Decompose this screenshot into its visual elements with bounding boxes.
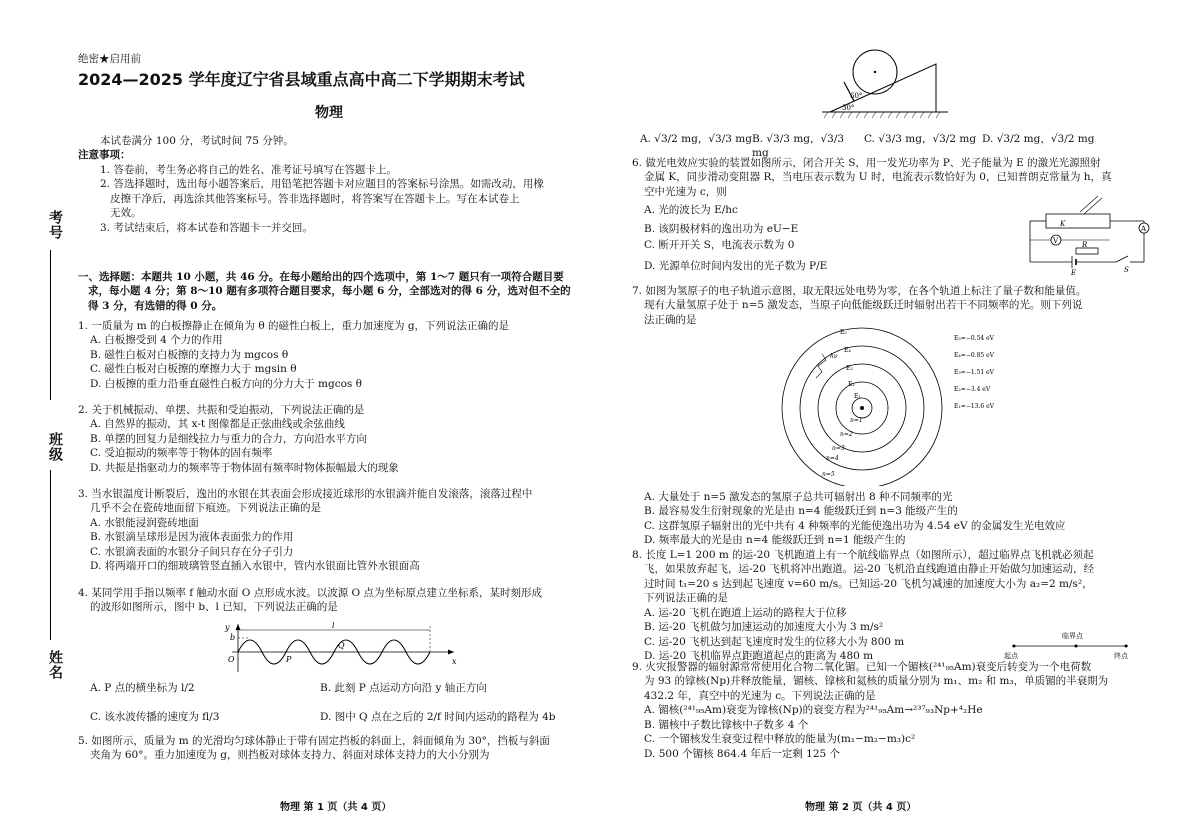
question-stem: 9. 火灾报警器的辐射源常常使用化合物二氧化镅。已知一个镅核(²⁴¹₉₅Am)衰变后转变为一个电荷数 [632,661,1092,673]
end-point [1125,645,1128,648]
question-stem: 法正确的是 [644,313,697,326]
option-d: D. 白板擦的重力沿垂直磁性白板方向的分力大于 mgcos θ [90,377,362,390]
question-3 [78,487,578,574]
label-l: l [332,622,335,630]
question-stem: 4. 某同学用手指以频率 f 触动水面 O 点形成水波。以波源 O 点为坐标原点建立坐标系，某时刻形成 [78,587,542,599]
notes-heading: 注意事项： [78,149,131,162]
hydrogen-orbit-figure [778,326,1038,486]
battery-label: E [1071,269,1077,276]
page-2-footer: 物理 第 2 页（共 4 页） [805,802,917,813]
question-stem: 现有大量氢原子处于 n=5 激发态，当原子向低能级跃迁时辐射出若干不同频率的光。则下列说 [644,299,1083,312]
option-d: D. 光源单位时间内发出的光子数为 P/E [644,259,828,272]
option-c: C. 一个镅核发生衰变过程中释放的能量为(m₁−m₂−m₃)c² [644,733,916,746]
label-x: x [452,657,457,666]
energy-level: E₁=−13.6 eV [954,403,994,410]
option-b: B. √3/3 mg，√3/3 mg [752,133,845,160]
ground-hatch [824,112,940,118]
energy-level: E₂=−3.4 eV [954,386,991,393]
incline-ball-figure [820,46,960,122]
exam-instructions [78,134,578,235]
phototube [1046,214,1110,228]
note-line: 皮擦干净后，再选涂其他答案标号。答非选择题时，将答案写在答题卡上。写在本试卷上 [110,192,520,205]
subject-title: 物理 [315,105,343,121]
question-7-stem [632,284,1162,327]
option-c: C. 磁性白板对白板擦的摩擦力大于 mgsin θ [90,363,297,376]
wave-figure [222,622,462,674]
section-1-line: 求，每小题 4 分；第 8～10 题有多项符合题目要求，每小题 6 分，全部选对的得 6 分，选对但不全的 [88,285,571,298]
option-a: A. 光的波长为 E/hc [644,204,738,217]
label-q: Q [338,641,345,650]
option-d: D. 运-20 飞机临界点距跑道起点的距离为 480 m [644,650,874,663]
label-o: O [228,655,235,664]
energy-level: E₅=−0.54 eV [954,335,994,342]
option-d: D. 共振是指驱动力的频率等于物体固有频率时物体振幅最大的现象 [90,461,399,474]
section-1-line: 得 3 分，有选错的得 0 分。 [88,299,223,312]
option-c: C. 这群氢原子辐射出的光中共有 4 种频率的光能使逸出功为 4.54 eV 的金属发生光电效应 [644,519,1066,532]
orbit-n-label: n=5 [822,471,835,478]
question-stem: 3. 当水银温度计断裂后，逸出的水银在其表面会形成接近球形的水银滴并能自发滚落，滚落过程中 [78,488,533,500]
side-label-class: 班级 [47,432,63,462]
exam-info: 本试卷满分 100 分，考试时间 75 分钟。 [100,135,294,147]
question-9 [632,660,1167,761]
critical-point-label: 临界点 [1062,632,1083,640]
question-stem: 6. 做光电效应实验的装置如图所示，闭合开关 S，用一发光功率为 P、光子能量为 E 的激光光源照射 [632,157,1101,169]
runway-figure [1000,628,1140,662]
question-stem: 夹角为 60°。重力加速度为 g，则挡板对球体支持力、斜面对球体支持力的大小分别为 [90,749,490,762]
question-1 [78,319,578,391]
option-a: A. 大量处于 n=5 激发态的氢原子总共可辐射出 8 种不同频率的光 [644,491,953,503]
option-b: B. 水银滴呈球形是因为液体表面张力的作用 [90,531,294,544]
option-c: C. 受迫振动的频率等于物体的固有频率 [90,447,273,460]
option-b: B. 运-20 飞机做匀加速运动的加速度大小为 3 m/s² [644,621,884,634]
section-1-header [78,270,578,313]
switch-label: S [1124,266,1129,274]
nucleus [860,406,864,410]
option-c: C. 断开开关 S，电流表示数为 0 [644,239,795,252]
question-stem: 飞，如果放弃起飞，运-20 飞机将冲出跑道。运-20 飞机沿直线跑道由静止开始做匀加速运动，经 [644,563,1094,576]
q4-option-c: C. 该水波传播的速度为 fl/3 [90,711,220,723]
orbit-energy-label: E₂ [848,381,855,388]
end-point-label: 终点 [1114,652,1128,660]
option-a: A. 运-20 飞机在跑道上运动的路程大于位移 [644,606,847,619]
label-b: b [230,633,236,642]
side-label-exam-number: 考号 [47,210,63,240]
question-stem: 的波形如图所示，图中 b、l 已知，下列说法正确的是 [90,601,338,614]
secret-mark: 绝密★启用前 [78,53,141,65]
voltmeter-label: V [1053,237,1059,245]
label-y: y [225,623,230,632]
option-d: D. 500 个镅核 864.4 年后一定剩 125 个 [644,747,841,760]
option-d: D. 频率最大的光是由 n=4 能级跃迁到 n=1 能级产生的 [644,534,906,547]
question-stem: 金属 K，同步滑动变阻器 R，当电压表示数为 U 时，电流表示数恰好为 0，已知普朗克常量为 h，真 [644,171,1112,184]
question-stem: 下列说法正确的是 [644,592,728,605]
option-a: A. 水银能浸润瓷砖地面 [90,516,199,529]
x-axis-arrow [448,650,454,655]
photon-wave [816,354,826,378]
y-axis-arrow [236,624,241,630]
angle-30-label: 30° [842,104,855,112]
option-d: D. √3/2 mg，√3/2 mg [982,133,1095,145]
option-b: B. 最容易发生衍射现象的光是由 n=4 能级跃迁到 n=3 能级产生的 [644,505,958,518]
option-b: B. 单摆的回复力是细线拉力与重力的合力，方向沿水平方向 [90,432,367,445]
ball-center [874,71,876,73]
orbit-energy-label: E₄ [844,347,851,354]
option-a: A. √3/2 mg，√3/3 mg [640,133,752,145]
side-line-2 [50,470,51,640]
q4-option-d: D. 图中 Q 点在之后的 2/f 时间内运动的路程为 4b [320,711,556,723]
option-c: C. 水银滴表面的水银分子间只存在分子引力 [90,545,294,558]
question-stem: 5. 如图所示，质量为 m 的光滑均匀球体静止于带有固定挡板的斜面上，斜面倾角为 30°，挡板与斜面 [78,735,550,747]
option-b: B. 镅核中子数比镎核中子数多 4 个 [644,718,809,731]
angle-60-label: 60° [850,92,863,100]
option-b: B. 该阴极材料的逸出功为 eU−E [644,222,799,235]
photoelectric-circuit-figure [1020,192,1156,276]
cathode-label: K [1060,220,1066,228]
question-stem: 1. 一质量为 m 的白板擦静止在倾角为 θ 的磁性白板上，重力加速度为 g，下列说法正确的是 [78,320,510,332]
ammeter-label: A [1141,225,1147,233]
option-a: A. 镅核(²⁴¹₉₅Am)衰变为镎核(Np)的衰变方程为²⁴¹₉₅Am→²³⁷₉₃Np+⁴₂He [644,704,983,717]
question-stem: 2. 关于机械振动、单摆、共振和受迫振动，下列说法正确的是 [78,404,365,416]
note-line: 无效。 [110,207,142,220]
question-2 [78,403,578,475]
rheostat-label: R [1082,241,1088,249]
label-p: P [286,655,292,664]
orbit-n-label: n=2 [840,431,853,438]
q4-option-b: B. 此刻 P 点运动方向沿 y 轴正方向 [320,682,487,694]
question-5-stem [78,734,578,763]
energy-level: E₄=−0.85 eV [954,352,994,359]
option-c: C. √3/3 mg，√3/2 mg [864,133,977,145]
section-1-line: 一、选择题：本题共 10 小题，共 46 分。在每小题给出的四个选项中，第 1～7 题只有一项符合题目要 [78,271,564,283]
photon-label: hν [830,353,838,360]
note-line: 1. 答卷前，考生务必将自己的姓名、准考证号填写在答题卡上。 [100,163,397,176]
option-a: A. 白板擦受到 4 个力的作用 [90,334,223,347]
question-stem: 过时间 t₁=20 s 达到起飞速度 v=60 m/s。已知运-20 飞机匀减速的加速度大小为 a₂=2 m/s²， [644,577,1093,590]
question-stem: 8. 长度 L=1 200 m 的运-20 飞机跑道上有一个航线临界点（如图所示），超过临界点飞机就必须起 [632,549,1094,561]
question-stem: 几乎不会在瓷砖地面留下痕迹。下列说法正确的是 [90,502,321,515]
page-1-footer: 物理 第 1 页（共 4 页） [280,802,392,813]
orbit-energy-label: E₁ [854,393,861,400]
start-point [1013,645,1016,648]
option-d: D. 将两端开口的细玻璃管竖直插入水银中，管内水银面比管外水银面高 [90,560,420,573]
orbit-n-label: n=3 [832,445,845,452]
energy-level: E₃=−1.51 eV [954,369,994,376]
side-line-1 [50,250,51,400]
orbit-n-label: n=4 [826,455,839,462]
side-label-name: 姓名 [47,650,63,680]
question-stem: 空中光速为 c，则 [644,185,727,198]
question-stem: 7. 如图为氢原子的电子轨道示意图，取无限远处电势为零，在各个轨道上标注了量子数和能量值。 [632,285,1087,297]
question-stem: 为 93 的镎核(Np)并释放能量，镅核、镎核和氦核的质量分别为 m₁、m₂ 和 m₃，单质镅的半衰期为 [644,675,1109,688]
orbit-energy-label: E₃ [846,365,853,372]
question-4 [78,586,578,615]
q4-option-a: A. P 点的横坐标为 l/2 [90,682,195,694]
option-b: B. 磁性白板对白板擦的支持力为 mgcos θ [90,348,289,361]
orbit-energy-label: E₅ [840,329,847,336]
option-a: A. 自然界的振动，其 x-t 图像都是正弦曲线或余弦曲线 [90,418,345,431]
option-c: C. 运-20 飞机达到起飞速度时发生的位移大小为 800 m [644,635,905,648]
note-line: 3. 考试结束后，将本试卷和答题卡一并交回。 [100,221,313,234]
critical-point [1075,645,1078,648]
switch [1116,256,1128,262]
note-line: 2. 答选择题时，选出每小题答案后，用铅笔把答题卡对应题目的答案标号涂黑。如需改动，用橡 [100,178,544,191]
exam-title: 2024—2025 学年度辽宁省县域重点高中高二下学期期末考试 [78,70,525,89]
orbit-n-label: n=1 [850,417,863,424]
start-point-label: 起点 [1004,652,1018,660]
question-7-options [632,490,1162,548]
question-stem: 432.2 年，真空中的光速为 c。下列说法正确的是 [644,689,876,702]
